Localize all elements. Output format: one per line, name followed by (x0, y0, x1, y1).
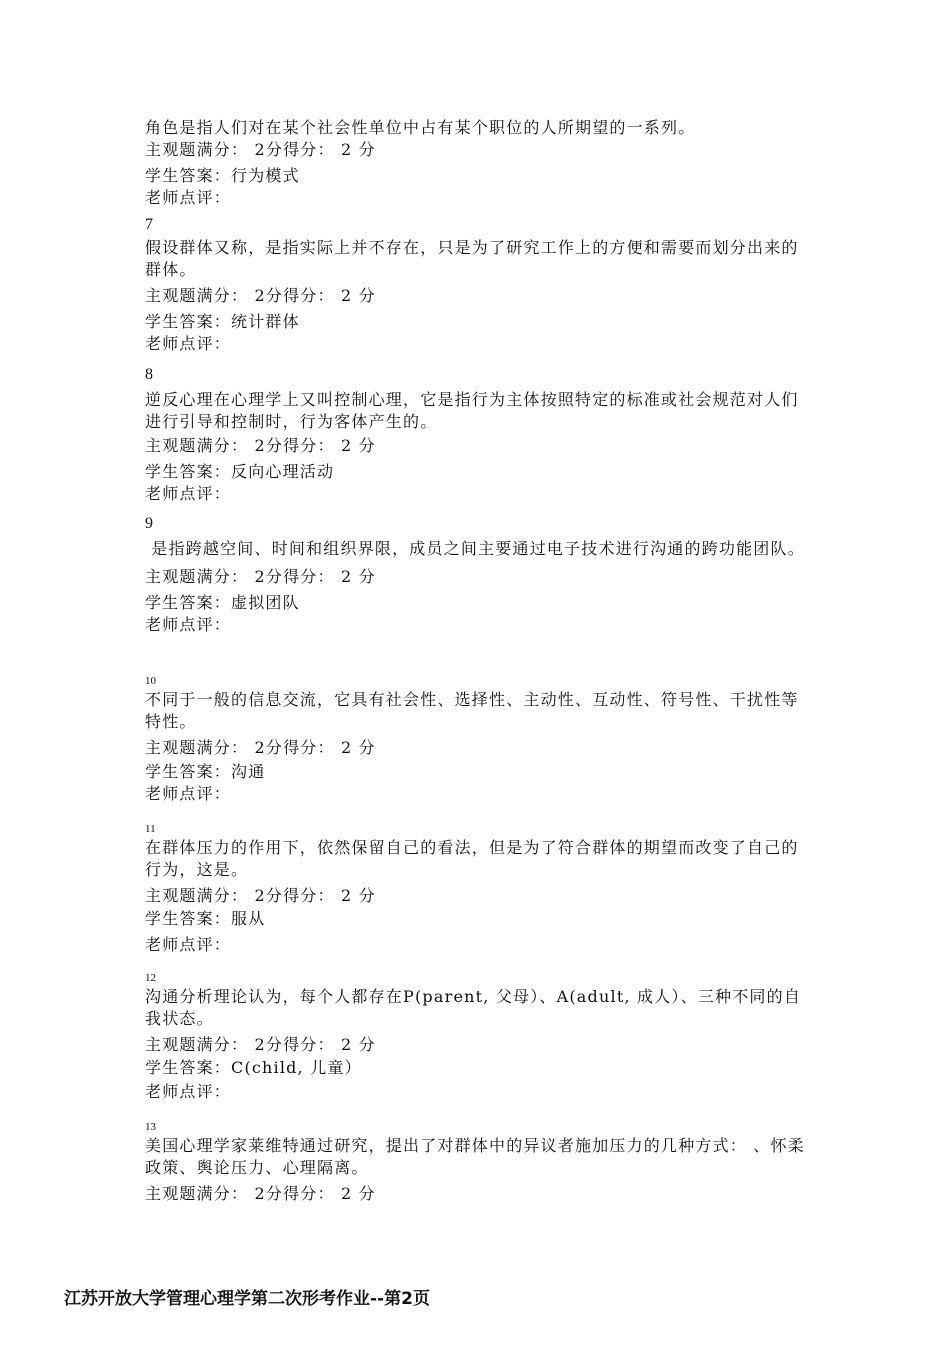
question-block (145, 117, 810, 209)
teacher-comment: 老师点评： (145, 615, 232, 634)
teacher-comment: 老师点评： (145, 784, 232, 803)
question-text: 在群体压力的作用下，依然保留自己的看法，但是为了符合群体的期望而改变了自己的行为，这是。 (145, 838, 799, 879)
teacher-comment: 老师点评： (145, 334, 232, 353)
teacher-comment: 老师点评： (145, 935, 232, 954)
question-number: 13 (145, 1121, 156, 1133)
question-number: 9 (145, 515, 153, 532)
question-number: 10 (145, 675, 156, 687)
teacher-comment: 老师点评： (145, 484, 232, 503)
page-footer: 江苏开放大学管理心理学第二次形考作业--第2页 (64, 1289, 430, 1309)
question-block (145, 1120, 810, 1205)
question-text: 角色是指人们对在某个社会性单位中占有某个职位的人所期望的一系列。 (145, 118, 696, 137)
question-text: 不同于一般的信息交流，它具有社会性、选择性、主动性、互动性、符号性、干扰性等特性。 (145, 690, 799, 731)
student-answer: 学生答案：行为模式 (145, 166, 300, 185)
student-answer: 学生答案：服从 (145, 909, 266, 928)
question-text: 假设群体又称，是指实际上并不存在，只是为了研究工作上的方便和需要而划分出来的群体。 (145, 238, 799, 279)
question-number: 12 (145, 972, 156, 984)
question-text: 逆反心理在心理学上又叫控制心理，它是指行为主体按照特定的标准或社会规范对人们进行引导和控制时，行为客体产生的。 (145, 390, 799, 431)
score-line: 主观题满分： 2分得分： 2 分 (145, 286, 376, 305)
teacher-comment: 老师点评： (145, 1082, 232, 1101)
question-text: 美国心理学家莱维特通过研究，提出了对群体中的异议者施加压力的几种方式： 、怀柔政策、舆论压力、心理隔离。 (145, 1136, 805, 1177)
student-answer: 学生答案：C(child, 儿童） (145, 1058, 362, 1077)
score-line: 主观题满分： 2分得分： 2 分 (145, 140, 376, 159)
score-line: 主观题满分： 2分得分： 2 分 (145, 436, 376, 455)
score-line: 主观题满分： 2分得分： 2 分 (145, 1035, 376, 1054)
student-answer: 学生答案：统计群体 (145, 312, 300, 331)
question-block (145, 971, 810, 1103)
question-block (145, 215, 810, 355)
student-answer: 学生答案：沟通 (145, 762, 266, 781)
question-number: 8 (145, 366, 153, 383)
score-line: 主观题满分： 2分得分： 2 分 (145, 1184, 376, 1203)
score-line: 主观题满分： 2分得分： 2 分 (145, 567, 376, 586)
question-block (145, 514, 810, 636)
student-answer: 学生答案：虚拟团队 (145, 593, 300, 612)
student-answer: 学生答案：反向心理活动 (145, 462, 335, 481)
teacher-comment: 老师点评： (145, 188, 232, 207)
question-text: 沟通分析理论认为，每个人都存在P(parent, 父母）、A(adult, 成人）、三种不同的自我状态。 (145, 987, 802, 1028)
question-number: 11 (145, 823, 156, 835)
question-block (145, 822, 810, 956)
question-number: 7 (145, 216, 153, 233)
question-text: 是指跨越空间、时间和组织界限，成员之间主要通过电子技术进行沟通的跨功能团队。 (145, 539, 805, 558)
question-block (145, 674, 810, 805)
question-block (145, 365, 810, 505)
score-line: 主观题满分： 2分得分： 2 分 (145, 738, 376, 757)
score-line: 主观题满分： 2分得分： 2 分 (145, 886, 376, 905)
